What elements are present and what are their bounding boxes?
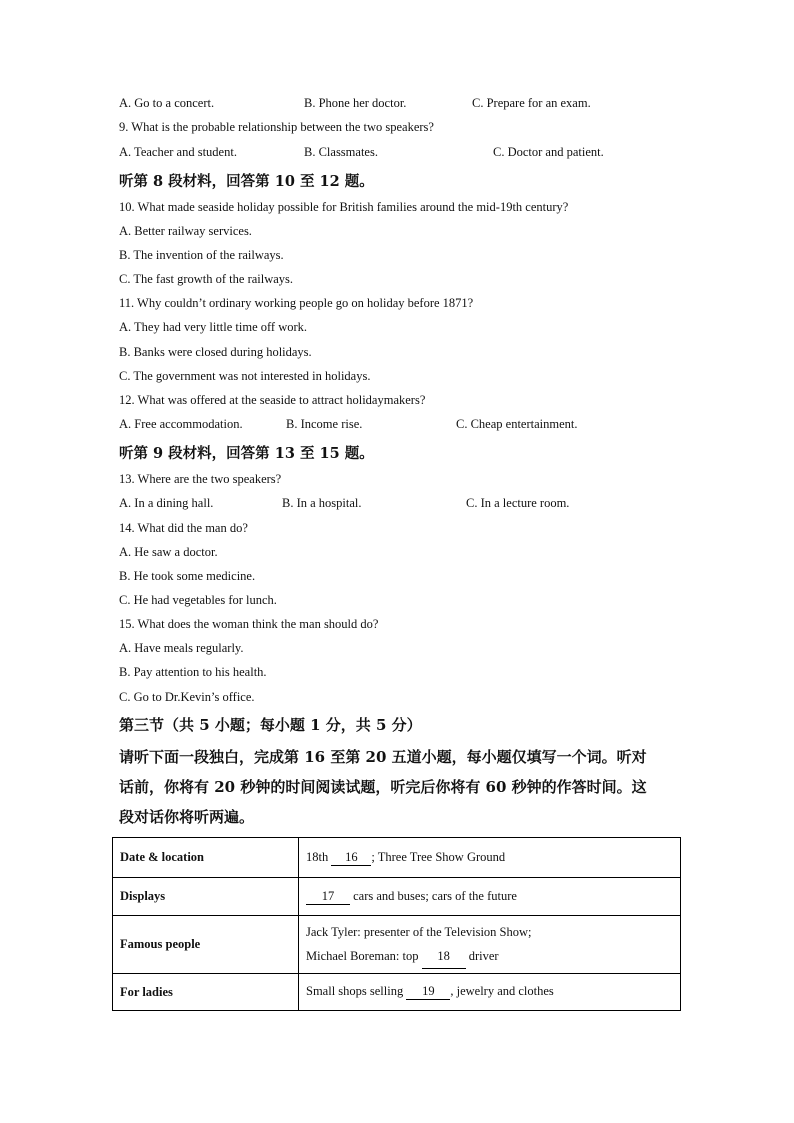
q12-option-b: B. Income rise. <box>286 417 363 431</box>
q13-option-b: B. In a hospital. <box>282 496 362 510</box>
q8-option-b: B. Phone her doctor. <box>304 96 407 110</box>
q10-option-c: C. The fast growth of the railways. <box>119 272 294 286</box>
q15-option-b: B. Pay attention to his health. <box>119 665 267 679</box>
q14-option-b: B. He took some medicine. <box>119 569 256 583</box>
row-value-displays <box>299 878 681 916</box>
row-value-date-location <box>299 838 681 878</box>
text-before-blank: 18th <box>306 849 332 864</box>
q10-option-a: A. Better railway services. <box>119 224 252 238</box>
row-label-for-ladies: For ladies <box>113 974 299 1011</box>
q11-option-a: A. They had very little time off work. <box>119 320 308 334</box>
q12-option-a: A. Free accommodation. <box>119 417 243 431</box>
q12-question: 12. What was offered at the seaside to attract holidaymakers? <box>119 393 426 407</box>
row-label-famous-people: Famous people <box>113 916 299 974</box>
text-after-blank: ; Three Tree Show Ground <box>371 849 506 864</box>
q10-option-b: B. The invention of the railways. <box>119 248 284 262</box>
blank-17: 17 <box>306 889 350 905</box>
instructions-line-3: 段对话你将听两遍。 <box>119 808 255 826</box>
text-after-blank: , jewelry and clothes <box>450 984 554 998</box>
q15-option-c: C. Go to Dr.Kevin’s office. <box>119 690 255 704</box>
q10-question: 10. What made seaside holiday possible for British families around the mid-19th century? <box>119 200 569 214</box>
table-row <box>113 878 681 916</box>
q13-option-c: C. In a lecture room. <box>466 496 570 510</box>
famous-people-line-2 <box>306 944 673 969</box>
famous-people-line-1: Jack Tyler: presenter of the Television Show; <box>306 925 532 939</box>
q15-option-a: A. Have meals regularly. <box>119 641 244 655</box>
section8-heading: 听第 8 段材料，回答第 10 至 12 题。 <box>119 173 374 190</box>
q9-option-b: B. Classmates. <box>304 145 378 159</box>
q13-question: 13. Where are the two speakers? <box>119 472 282 486</box>
q14-option-c: C. He had vegetables for lunch. <box>119 593 277 607</box>
row-value-for-ladies <box>299 974 681 1011</box>
table-row <box>113 916 681 974</box>
blank-19: 19 <box>406 984 450 1000</box>
info-table <box>112 837 681 1011</box>
instructions-line-2: 话前，你将有 20 秒钟的时间阅读试题，听完后你将有 60 秒钟的作答时间。这 <box>119 778 647 796</box>
q14-question: 14. What did the man do? <box>119 521 248 535</box>
text-before-blank: Michael Boreman: top <box>306 949 422 963</box>
q11-option-c: C. The government was not interested in holidays. <box>119 369 371 383</box>
row-label-displays: Displays <box>113 878 299 916</box>
q8-option-a: A. Go to a concert. <box>119 96 215 110</box>
row-label-date-location: Date & location <box>113 838 299 878</box>
q12-option-c: C. Cheap entertainment. <box>456 417 578 431</box>
q11-question: 11. Why couldn’t ordinary working people go on holiday before 1871? <box>119 296 474 310</box>
text-after-blank: driver <box>465 949 499 963</box>
q9-option-a: A. Teacher and student. <box>119 145 237 159</box>
instructions-line-1: 请听下面一段独白，完成第 16 至第 20 五道小题，每小题仅填写一个词。听对 <box>119 748 647 766</box>
table-row <box>113 838 681 878</box>
text-after-blank: cars and buses; cars of the future <box>350 888 517 903</box>
q13-option-a: A. In a dining hall. <box>119 496 214 510</box>
blank-16: 16 <box>331 850 371 866</box>
text-before-blank: Small shops selling <box>306 984 407 998</box>
q14-option-a: A. He saw a doctor. <box>119 545 218 559</box>
q11-option-b: B. Banks were closed during holidays. <box>119 345 312 359</box>
row-value-famous-people <box>299 916 681 974</box>
table-row <box>113 974 681 1011</box>
q9-question: 9. What is the probable relationship between the two speakers? <box>119 120 434 134</box>
blank-18: 18 <box>422 944 466 969</box>
part3-heading: 第三节（共 5 小题；每小题 1 分，共 5 分） <box>119 716 422 734</box>
q15-question: 15. What does the woman think the man should do? <box>119 617 379 631</box>
q9-option-c: C. Doctor and patient. <box>493 145 604 159</box>
section9-heading: 听第 9 段材料，回答第 13 至 15 题。 <box>119 445 374 462</box>
q8-option-c: C. Prepare for an exam. <box>472 96 591 110</box>
